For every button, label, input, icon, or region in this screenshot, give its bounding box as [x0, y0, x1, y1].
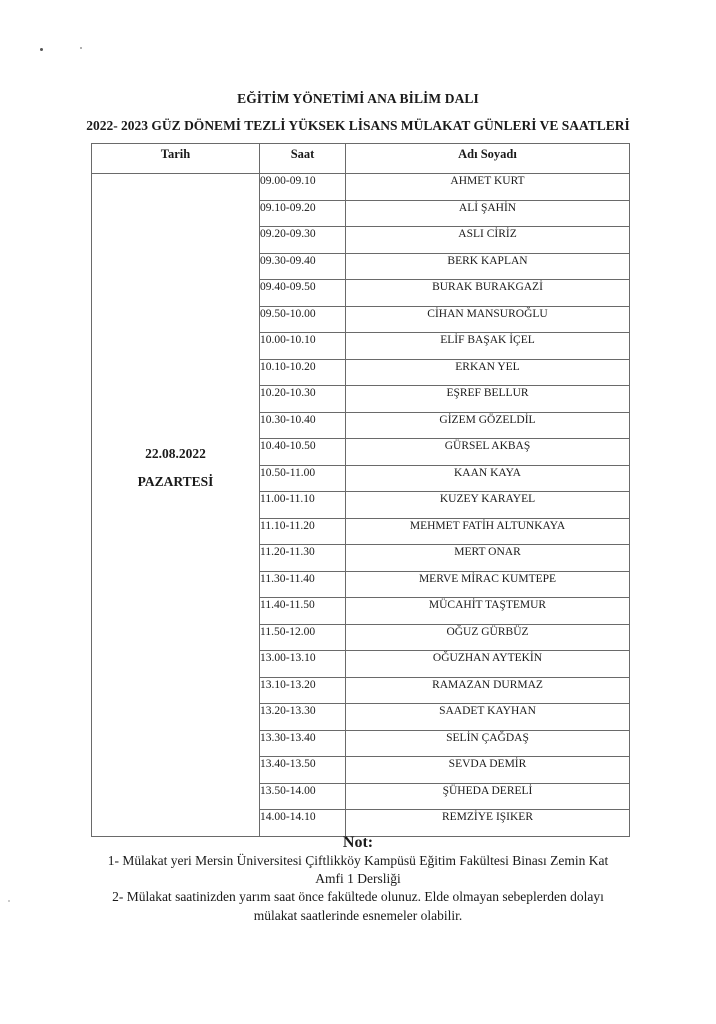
candidate-name: EŞREF BELLUR	[346, 386, 630, 413]
time-slot: 10.40-10.50	[260, 439, 346, 466]
time-slot: 10.00-10.10	[260, 333, 346, 360]
candidate-name: ŞÜHEDA DERELİ	[346, 783, 630, 810]
time-slot: 09.00-09.10	[260, 174, 346, 201]
notes-title: Not:	[342, 834, 374, 851]
scan-speck	[40, 48, 43, 51]
table-header-row	[92, 144, 630, 174]
time-slot: 09.30-09.40	[260, 253, 346, 280]
candidate-name: ASLI CİRİZ	[346, 227, 630, 254]
time-slot: 11.20-11.30	[260, 545, 346, 572]
interview-date: 22.08.2022	[145, 446, 206, 461]
candidate-name: ELİF BAŞAK İÇEL	[346, 333, 630, 360]
time-slot: 11.40-11.50	[260, 598, 346, 625]
candidate-name: AHMET KURT	[346, 174, 630, 201]
column-header-date: Tarih	[92, 144, 260, 174]
time-slot: 11.50-12.00	[260, 624, 346, 651]
interview-day: PAZARTESİ	[137, 474, 214, 489]
time-slot: 10.30-10.40	[260, 412, 346, 439]
candidate-name: BURAK BURAKGAZİ	[346, 280, 630, 307]
time-slot: 10.20-10.30	[260, 386, 346, 413]
candidate-name: CİHAN MANSUROĞLU	[346, 306, 630, 333]
candidate-name: GİZEM GÖZELDİL	[346, 412, 630, 439]
candidate-name: REMZİYE IŞIKER	[346, 810, 630, 837]
time-slot: 11.00-11.10	[260, 492, 346, 519]
candidate-name: SEVDA DEMİR	[346, 757, 630, 784]
table-body	[92, 174, 630, 837]
time-slot: 13.50-14.00	[260, 783, 346, 810]
time-slot: 14.00-14.10	[260, 810, 346, 837]
column-header-time: Saat	[260, 144, 346, 174]
candidate-name: OĞUZ GÜRBÜZ	[346, 624, 630, 651]
candidate-name: RAMAZAN DURMAZ	[346, 677, 630, 704]
time-slot: 10.50-11.00	[260, 465, 346, 492]
time-slot: 13.30-13.40	[260, 730, 346, 757]
department-title: EĞİTİM YÖNETİMİ ANA BİLİM DALI	[237, 91, 479, 106]
candidate-name: MERVE MİRAC KUMTEPE	[346, 571, 630, 598]
note-1-line-2: Amfi 1 Dersliği	[315, 871, 401, 886]
candidate-name: KUZEY KARAYEL	[346, 492, 630, 519]
column-header-name: Adı Soyadı	[346, 144, 630, 174]
candidate-name: KAAN KAYA	[346, 465, 630, 492]
note-2-line-2: mülakat saatlerinde esnemeler olabilir.	[253, 908, 463, 923]
note-2-line-1: 2- Mülakat saatinizden yarım saat önce fakültede olunuz. Elde olmayan sebeplerden dolayı	[112, 889, 604, 904]
document-title: 2022- 2023 GÜZ DÖNEMİ TEZLİ YÜKSEK LİSANS MÜLAKAT GÜNLERİ VE SAATLERİ	[86, 118, 630, 133]
time-slot: 13.20-13.30	[260, 704, 346, 731]
date-cell	[92, 174, 260, 837]
time-slot: 09.10-09.20	[260, 200, 346, 227]
candidate-name: BERK KAPLAN	[346, 253, 630, 280]
interview-schedule-table	[91, 143, 630, 837]
candidate-name: SELİN ÇAĞDAŞ	[346, 730, 630, 757]
candidate-name: MEHMET FATİH ALTUNKAYA	[346, 518, 630, 545]
scan-speck	[80, 47, 82, 49]
time-slot: 09.40-09.50	[260, 280, 346, 307]
time-slot: 10.10-10.20	[260, 359, 346, 386]
time-slot: 11.10-11.20	[260, 518, 346, 545]
time-slot: 13.00-13.10	[260, 651, 346, 678]
candidate-name: MERT ONAR	[346, 545, 630, 572]
note-1-line-1: 1- Mülakat yeri Mersin Üniversitesi Çiftlikköy Kampüsü Eğitim Fakültesi Binası Zemin Kat	[107, 853, 609, 868]
table-row	[92, 174, 630, 201]
date-cell-content	[92, 175, 259, 809]
candidate-name: ALİ ŞAHİN	[346, 200, 630, 227]
time-slot: 09.50-10.00	[260, 306, 346, 333]
candidate-name: ERKAN YEL	[346, 359, 630, 386]
time-slot: 09.20-09.30	[260, 227, 346, 254]
time-slot: 13.40-13.50	[260, 757, 346, 784]
candidate-name: GÜRSEL AKBAŞ	[346, 439, 630, 466]
time-slot: 13.10-13.20	[260, 677, 346, 704]
time-slot: 11.30-11.40	[260, 571, 346, 598]
candidate-name: SAADET KAYHAN	[346, 704, 630, 731]
candidate-name: OĞUZHAN AYTEKİN	[346, 651, 630, 678]
candidate-name: MÜCAHİT TAŞTEMUR	[346, 598, 630, 625]
